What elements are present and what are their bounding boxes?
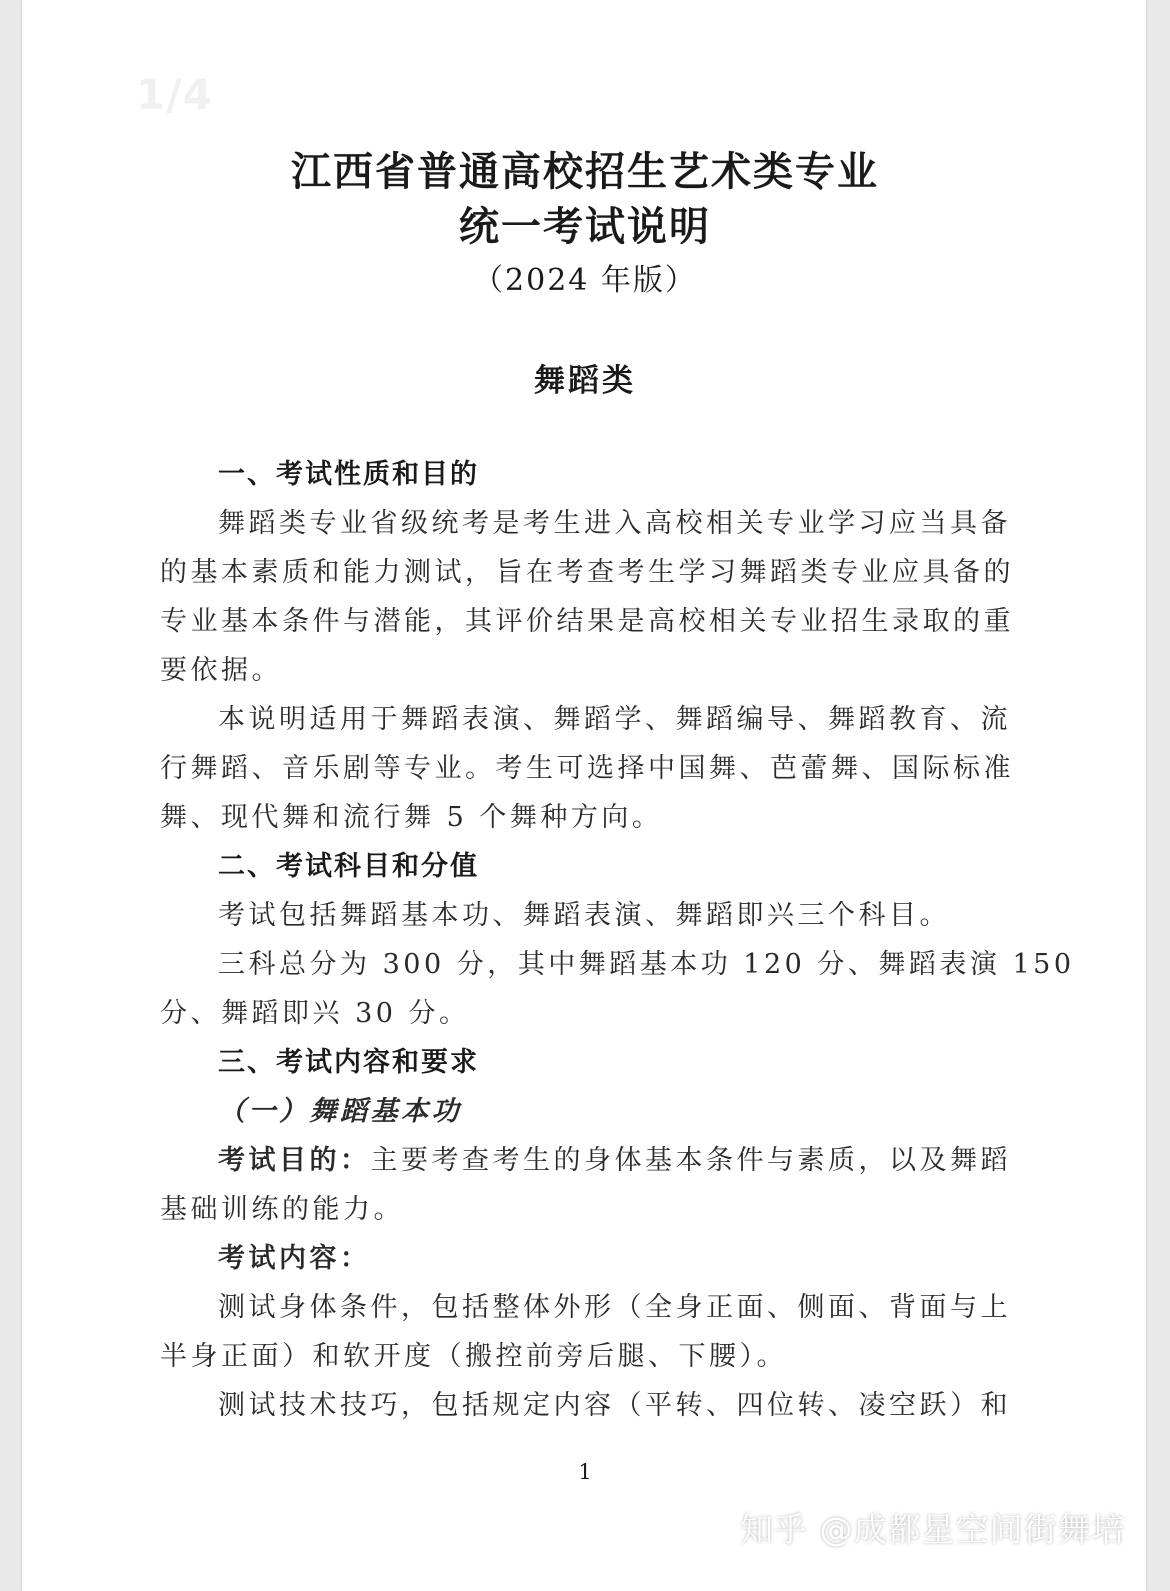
paragraph-line: 三科总分为 300 分，其中舞蹈基本功 120 分、舞蹈表演 150 <box>218 949 1075 980</box>
paragraph-line: 考试包括舞蹈基本功、舞蹈表演、舞蹈即兴三个科目。 <box>218 900 950 931</box>
paragraph-line: 基础训练的能力。 <box>160 1194 404 1225</box>
paragraph-line: 的基本素质和能力测试，旨在考查考生学习舞蹈类专业应具备的 <box>160 557 1014 588</box>
paragraph-line: 舞、现代舞和流行舞 5 个舞种方向。 <box>160 802 663 833</box>
paragraph-line: 测试技术技巧，包括规定内容（平转、四位转、凌空跃）和 <box>218 1390 1011 1421</box>
paragraph-line: 要依据。 <box>160 655 282 686</box>
section-heading-1: 一、考试性质和目的 <box>218 459 479 490</box>
watermark: 知乎 @成都星空间街舞培 <box>740 1510 1126 1549</box>
page-indicator: 1/4 <box>136 70 213 119</box>
paragraph-line: 测试身体条件，包括整体外形（全身正面、侧面、背面与上 <box>218 1292 1011 1323</box>
paragraph-line: 本说明适用于舞蹈表演、舞蹈学、舞蹈编导、舞蹈教育、流 <box>218 704 1011 735</box>
paragraph-line: 行舞蹈、音乐剧等专业。考生可选择中国舞、芭蕾舞、国际标准 <box>160 753 1014 784</box>
paragraph-line <box>160 1136 1010 1185</box>
paragraph-line: 分、舞蹈即兴 30 分。 <box>160 998 470 1029</box>
document-body <box>160 450 1075 1430</box>
section-heading-3: 三、考试内容和要求 <box>218 1047 479 1078</box>
edition-label: （2024 年版） <box>473 263 697 298</box>
page-number: 1 <box>578 1460 592 1484</box>
content-label: 考试内容： <box>218 1243 371 1274</box>
document-title-line2: 统一考试说明 <box>459 203 711 250</box>
paragraph-line: 半身正面）和软开度（搬控前旁后腿、下腰）。 <box>160 1341 787 1372</box>
purpose-text: 主要考查考生的身体基本条件与素质，以及舞蹈 <box>370 1145 1011 1176</box>
document-title-line1: 江西省普通高校招生艺术类专业 <box>291 148 879 195</box>
section-heading-2: 二、考试科目和分值 <box>218 851 479 882</box>
paragraph-line: 专业基本条件与潜能，其评价结果是高校相关专业招生录取的重 <box>160 606 1014 637</box>
paragraph-line: 舞蹈类专业省级统考是考生进入高校相关专业学习应当具备 <box>218 508 1011 539</box>
category-heading: 舞蹈类 <box>534 363 636 399</box>
purpose-label: 考试目的： <box>218 1145 371 1176</box>
subsection-heading: （一）舞蹈基本功 <box>218 1096 462 1127</box>
